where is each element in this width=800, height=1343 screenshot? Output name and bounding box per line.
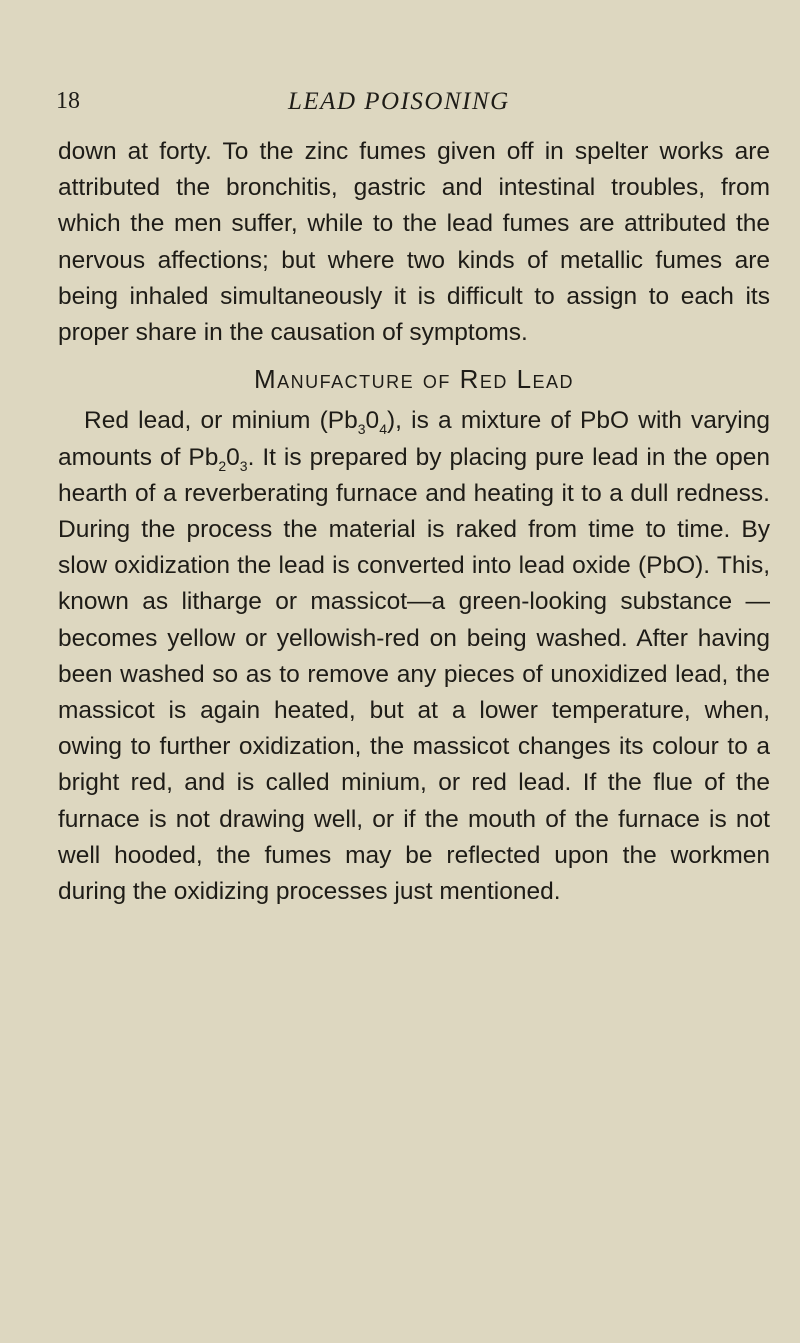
text-segment: Red lead, or minium (Pb [84,407,358,435]
body-text [58,134,770,910]
page-number: 18 [56,88,80,114]
paragraph-continued: down at forty. To the zinc fumes given off in spelter works are attributed the bronchitis, gastric and intestinal troubles, from which the men suffer, while to the lead fumes are attributed the nervous affections; but where two kinds of metallic fumes are being inhaled simultaneously it is difficult to assign to each its proper share in the causation of symptoms. [58,138,770,347]
text-segment: 0 [226,443,240,471]
running-title: LEAD POISONING [288,88,510,115]
section-heading: Manufacture of Red Lead [253,364,575,395]
paragraph-red-lead [58,403,770,910]
subscript: 3 [357,421,366,438]
subscript: 3 [239,457,248,474]
running-head [56,88,776,118]
text-segment: . It is prepared by placing pure lead in the open hearth of a reverberating furnace and heating it to a dull redness. During the process the material is raked from time to time. By slow oxidization the lead is converted into lead oxide (PbO). This, known as litharge or massicot—a green-looking substance —becomes yellow or yellowish-red on being washed. After having been washed so as to remove any pieces of unoxidized lead, the massicot is again heated, but at a lower temperature, when, owing to further oxidization, the massicot changes its colour to a bright red, and is called minium, or red lead. If the flue of the furnace is not drawing well, or if the mouth of the furnace is not well hooded, the fumes may be reflected upon the workmen during the oxidizing processes just mentioned. [58,443,770,906]
subscript: 4 [379,421,387,438]
subscript: 2 [218,457,227,474]
text-segment: ), is a mixture of PbO with varying amounts of Pb [58,407,770,471]
text-segment: 0 [365,407,380,435]
